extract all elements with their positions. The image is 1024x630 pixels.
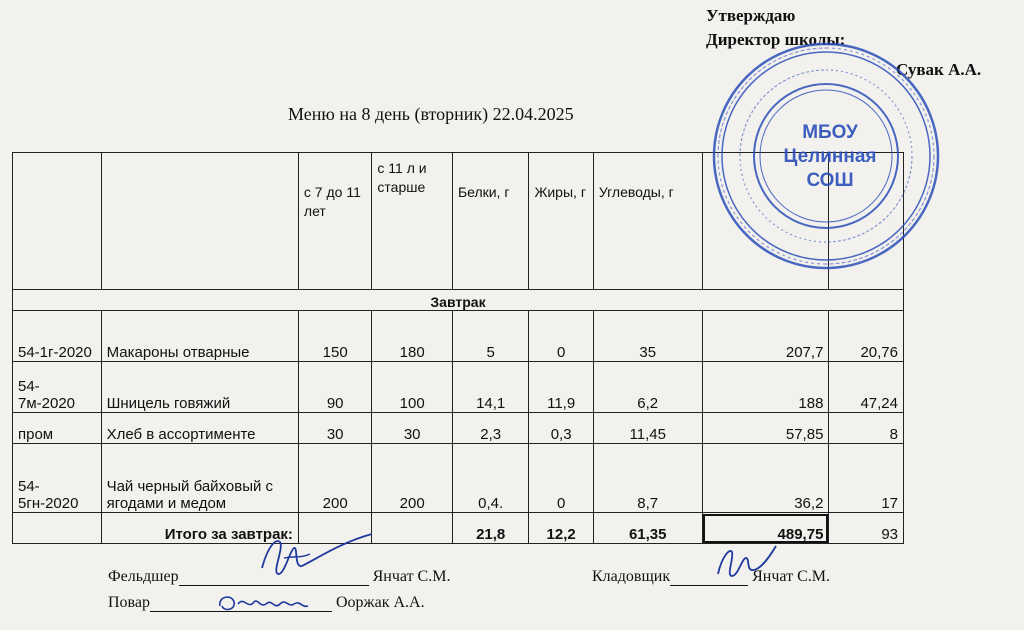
medic-name: Янчат С.М.: [372, 568, 451, 585]
total-carbs: 61,35: [593, 513, 702, 544]
protein-value: 0,4.: [452, 444, 529, 513]
price-value: 8: [829, 413, 904, 444]
store-role: Кладовщик: [592, 568, 671, 585]
header-cell: Жиры, г: [529, 153, 593, 290]
school-stamp: [706, 40, 946, 272]
total-energy: 489,75: [702, 513, 829, 544]
header-cell: Белки, г: [452, 153, 529, 290]
protein-value: 2,3: [452, 413, 529, 444]
header-cell: [13, 153, 102, 290]
store-name: Янчат С.М.: [752, 568, 830, 585]
dish-name: Чай черный байховый с ягодами и медом: [101, 444, 298, 513]
stamp-line-3: СОШ: [806, 170, 854, 191]
table-row: [13, 311, 904, 362]
protein-value: 5: [452, 311, 529, 362]
section-row: [13, 290, 904, 311]
portion-11-plus: 180: [372, 311, 453, 362]
fat-value: 0,3: [529, 413, 593, 444]
energy-value: 57,85: [702, 413, 829, 444]
carbs-value: 6,2: [593, 362, 702, 413]
dish-code: 54-7м-2020: [13, 362, 102, 413]
total-empty-cell: [372, 513, 453, 544]
medic-handwritten-signature: [232, 528, 382, 588]
energy-value: 188: [702, 362, 829, 413]
portion-11-plus: 200: [372, 444, 453, 513]
stamp-line-1: МБОУ: [802, 122, 858, 143]
cook-handwritten-signature: [210, 584, 340, 624]
portion-11-plus: 100: [372, 362, 453, 413]
portion-7-11: 30: [298, 413, 371, 444]
header-cell: с 7 до 11 лет: [298, 153, 371, 290]
energy-value: 207,7: [702, 311, 829, 362]
price-value: 17: [829, 444, 904, 513]
dish-name: Макароны отварные: [101, 311, 298, 362]
table-row: [13, 413, 904, 444]
portion-7-11: 90: [298, 362, 371, 413]
portion-7-11: 200: [298, 444, 371, 513]
total-price: 93: [829, 513, 904, 544]
approval-line-1: Утверждаю: [706, 6, 796, 25]
dish-code: 54-1г-2020: [13, 311, 102, 362]
dish-code: 54-5гн-2020: [13, 444, 102, 513]
total-empty-cell: [13, 513, 102, 544]
section-title: Завтрак: [13, 290, 904, 311]
fat-value: 0: [529, 444, 593, 513]
portion-7-11: 150: [298, 311, 371, 362]
total-protein: 21,8: [452, 513, 529, 544]
energy-value: 36,2: [702, 444, 829, 513]
price-value: 20,76: [829, 311, 904, 362]
fat-value: 0: [529, 311, 593, 362]
carbs-value: 11,45: [593, 413, 702, 444]
header-cell: с 11 л и старше: [372, 153, 453, 290]
dish-code: пром: [13, 413, 102, 444]
carbs-value: 8,7: [593, 444, 702, 513]
portion-11-plus: 30: [372, 413, 453, 444]
dish-name: Шницель говяжий: [101, 362, 298, 413]
price-value: 47,24: [829, 362, 904, 413]
approval-line-2: Директор школы:: [706, 30, 846, 49]
protein-value: 14,1: [452, 362, 529, 413]
fat-value: 11,9: [529, 362, 593, 413]
header-cell: Углеводы, г: [593, 153, 702, 290]
table-row: [13, 362, 904, 413]
total-fat: 12,2: [529, 513, 593, 544]
cook-role: Повар: [108, 594, 150, 611]
carbs-value: 35: [593, 311, 702, 362]
medic-role: Фельдшер: [108, 568, 179, 585]
page-title: Меню на 8 день (вторник) 22.04.2025: [288, 104, 574, 124]
director-name: Сувак А.А.: [896, 60, 982, 79]
total-label: Итого за завтрак:: [101, 513, 298, 544]
table-row: [13, 444, 904, 513]
dish-name: Хлеб в ассортименте: [101, 413, 298, 444]
stamp-line-2: Целинная: [783, 146, 877, 167]
cook-name: Ооржак А.А.: [336, 594, 425, 611]
header-cell: [101, 153, 298, 290]
store-handwritten-signature: [700, 538, 780, 588]
